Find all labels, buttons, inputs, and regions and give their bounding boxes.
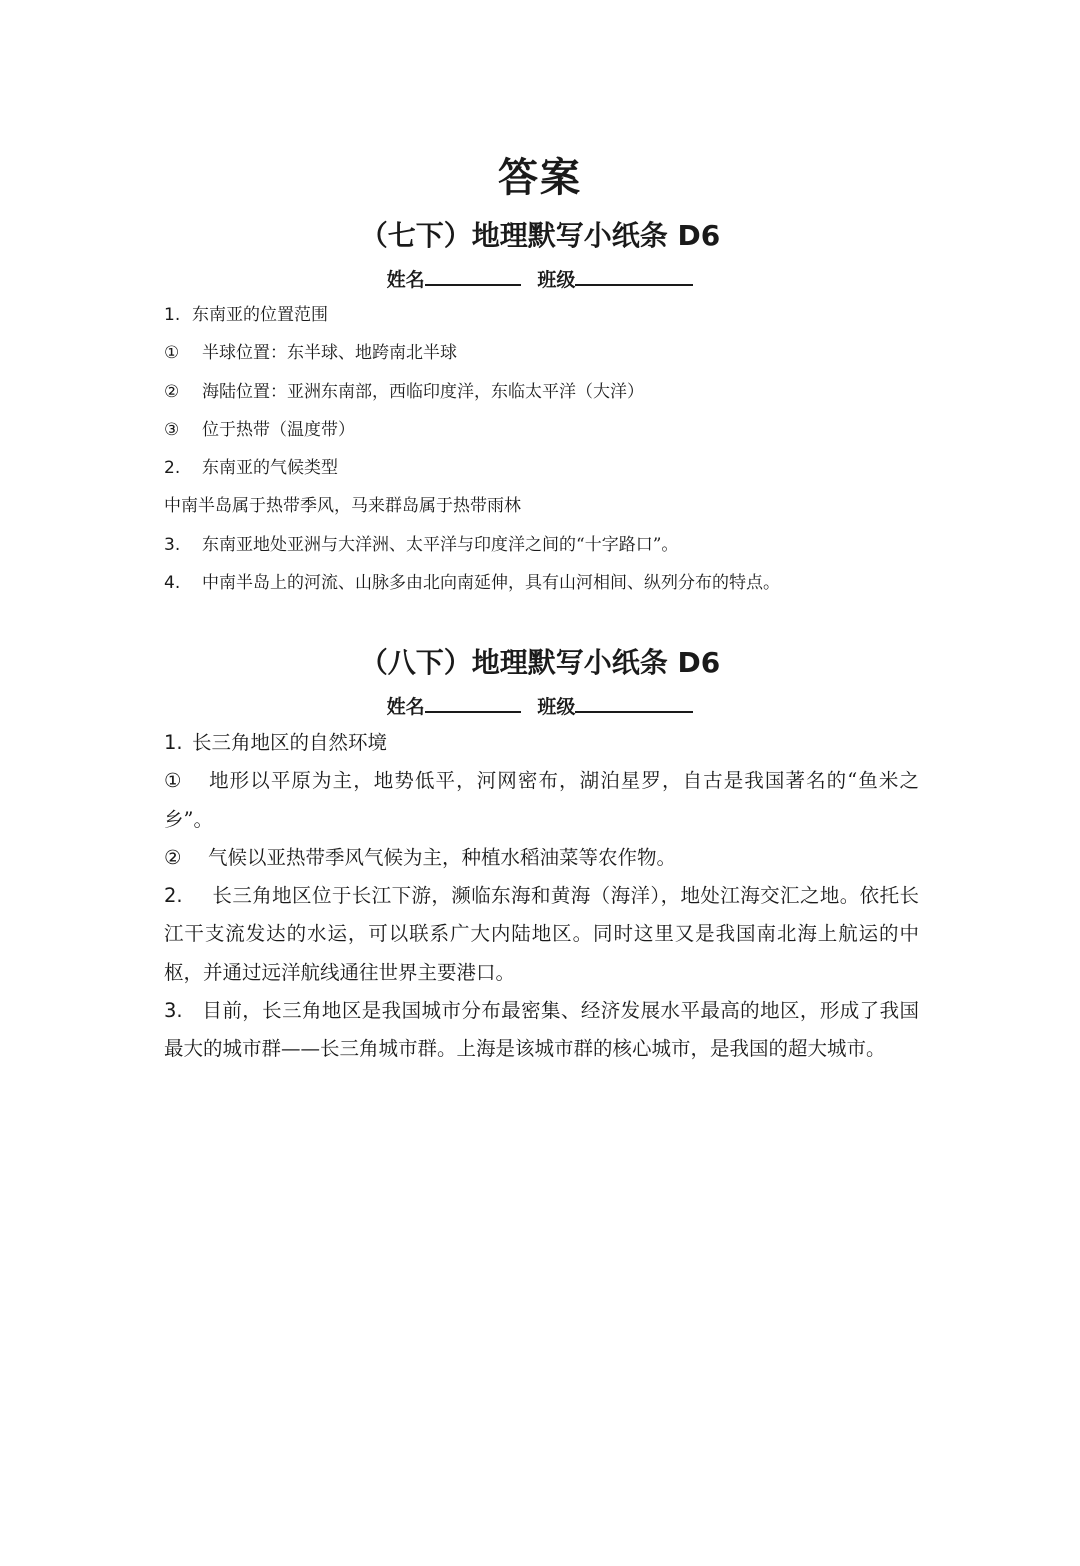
item-number: ① — [164, 343, 180, 364]
section1-list — [164, 300, 924, 606]
list-item — [164, 992, 919, 1069]
item-text: 半球位置：东半球、地跨南北半球 — [202, 343, 457, 364]
item-text: 东南亚的位置范围 — [192, 305, 328, 325]
name-label: 姓名 — [386, 269, 425, 291]
list-item — [164, 453, 924, 491]
section2-list — [164, 724, 919, 1069]
section1-heading: （七下）地理默写小纸条 D6 — [359, 219, 721, 252]
list-item — [164, 491, 924, 529]
item-number: 1. — [164, 305, 181, 325]
list-item — [164, 762, 919, 839]
class-label: 班级 — [537, 696, 576, 718]
name-blank — [425, 691, 521, 713]
item-number: 3. — [164, 999, 183, 1023]
item-number: 3. — [164, 534, 181, 555]
list-item — [164, 839, 919, 877]
list-item — [164, 724, 919, 762]
list-item — [164, 877, 919, 992]
page-title: 答案 — [498, 155, 582, 201]
item-text: 中南半岛属于热带季风，马来群岛属于热带雨林 — [164, 496, 521, 517]
item-text: 东南亚地处亚洲与大洋洲、太平洋与印度洋之间的“十字路口”。 — [202, 534, 679, 555]
item-text: 位于热带（温度带） — [202, 419, 355, 440]
list-item — [164, 415, 924, 453]
section1-name-class-line — [0, 264, 1080, 294]
item-number: 2. — [164, 458, 181, 479]
item-text: 地形以平原为主，地势低平，河网密布，湖泊星罗，自古是我国著名的“鱼米之乡”。 — [164, 769, 919, 831]
item-text: 东南亚的气候类型 — [202, 458, 338, 479]
item-number: ③ — [164, 419, 180, 440]
item-text: 海陆位置：亚洲东南部，西临印度洋，东临太平洋（大洋） — [202, 381, 644, 402]
item-number: 4. — [164, 573, 181, 594]
item-text: 长三角地区位于长江下游，濒临东海和黄海（海洋），地处江海交汇之地。依托长江干支流发达的水运，可以联系广大内陆地区。同时这里又是我国南北海上航运的中枢，并通过远洋航线通往世界主要港口。 — [164, 884, 919, 984]
section2-name-class-line — [0, 691, 1080, 721]
list-item — [164, 568, 924, 606]
item-number: 1. — [164, 731, 183, 754]
name-blank — [425, 264, 521, 286]
item-number: ② — [164, 845, 182, 869]
list-item — [164, 300, 924, 338]
section2-heading: （八下）地理默写小纸条 D6 — [359, 646, 721, 679]
item-text: 长三角地区的自然环境 — [192, 731, 388, 754]
class-blank — [575, 264, 693, 286]
class-blank — [575, 691, 693, 713]
list-item — [164, 338, 924, 376]
name-label: 姓名 — [386, 696, 425, 718]
item-number: ② — [164, 381, 180, 402]
item-number: 2. — [164, 884, 183, 908]
list-item — [164, 530, 924, 568]
item-text: 目前，长三角地区是我国城市分布最密集、经济发展水平最高的地区，形成了我国最大的城市群——长三角城市群。上海是该城市群的核心城市，是我国的超大城市。 — [164, 999, 919, 1061]
class-label: 班级 — [537, 269, 576, 291]
item-text: 中南半岛上的河流、山脉多由北向南延伸，具有山河相间、纵列分布的特点。 — [202, 573, 780, 594]
item-text: 气候以亚热带季风气候为主，种植水稻油菜等农作物。 — [208, 845, 677, 869]
item-number: ① — [164, 769, 182, 793]
list-item — [164, 377, 924, 415]
